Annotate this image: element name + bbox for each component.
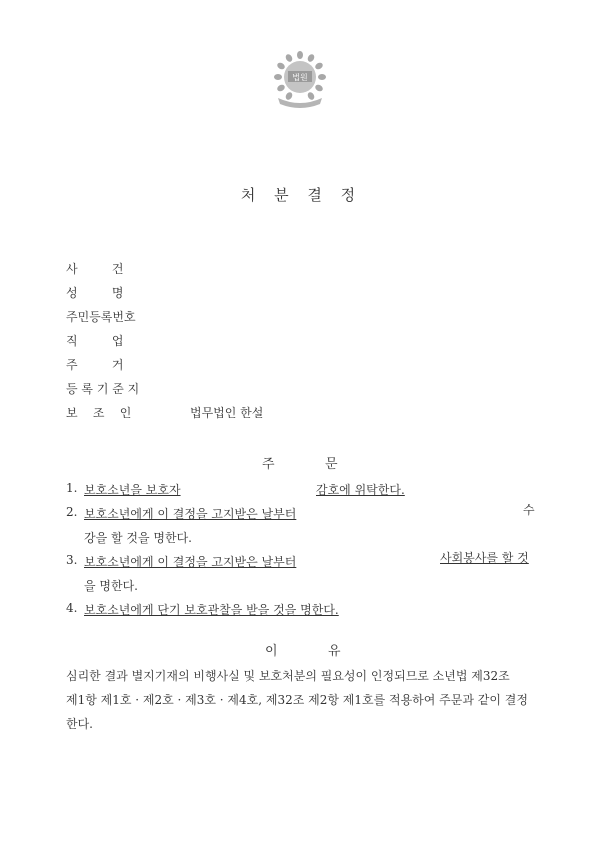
order-item-3-text: 보호소년에게 이 결정을 고지받은 날부터 — [84, 555, 297, 569]
field-label-assistant: 보 조 인 — [66, 406, 132, 420]
order-item-3-num: 3. — [66, 553, 78, 567]
reason-heading-left: 이 — [265, 644, 278, 659]
order-heading-left: 주 — [262, 457, 275, 472]
order-item-1-text: 보호소년을 보호자 — [84, 483, 181, 497]
order-item-2-cont: 강을 할 것을 명한다. — [84, 531, 192, 545]
document-title: 처 분 결 정 — [240, 186, 363, 204]
svg-text:법원: 법원 — [292, 73, 308, 82]
field-value-assistant: 법무법인 한설 — [190, 406, 264, 420]
order-item-2-num: 2. — [66, 505, 78, 519]
field-label-case: 사 건 — [66, 262, 124, 276]
field-label-occupation: 직 업 — [66, 334, 124, 348]
order-item-3-cont: 을 명한다. — [84, 579, 138, 593]
field-label-name: 성 명 — [66, 286, 124, 300]
field-label-residence: 주 거 — [66, 358, 124, 372]
order-item-2-text-end: 수 — [523, 503, 535, 517]
order-item-4-num: 4. — [66, 601, 78, 615]
field-label-registration-base: 등 록 기 준 지 — [66, 382, 140, 396]
reason-line-3: 한다. — [66, 717, 93, 731]
order-item-4-text: 보호소년에게 단기 보호관찰을 받을 것을 명한다. — [84, 603, 339, 617]
reason-line-1: 심리한 결과 별지기재의 비행사실 및 보호처분의 필요성이 인정되므로 소년법 제32조 — [66, 669, 510, 683]
reason-line-2: 제1항 제1호 · 제2호 · 제3호 · 제4호, 제32조 제2항 제1호를 적용하여 주문과 같이 결정 — [66, 693, 528, 707]
order-item-1-text-end: 감호에 위탁한다. — [316, 483, 405, 497]
order-item-2-text: 보호소년에게 이 결정을 고지받은 날부터 — [84, 507, 297, 521]
field-label-resident-number: 주민등록번호 — [66, 310, 136, 324]
order-item-3-text-end: 사회봉사를 할 것 — [440, 551, 529, 565]
court-emblem — [268, 50, 332, 110]
order-item-1-num: 1. — [66, 481, 78, 495]
reason-heading-right: 유 — [328, 644, 341, 659]
order-heading-right: 문 — [325, 457, 338, 472]
